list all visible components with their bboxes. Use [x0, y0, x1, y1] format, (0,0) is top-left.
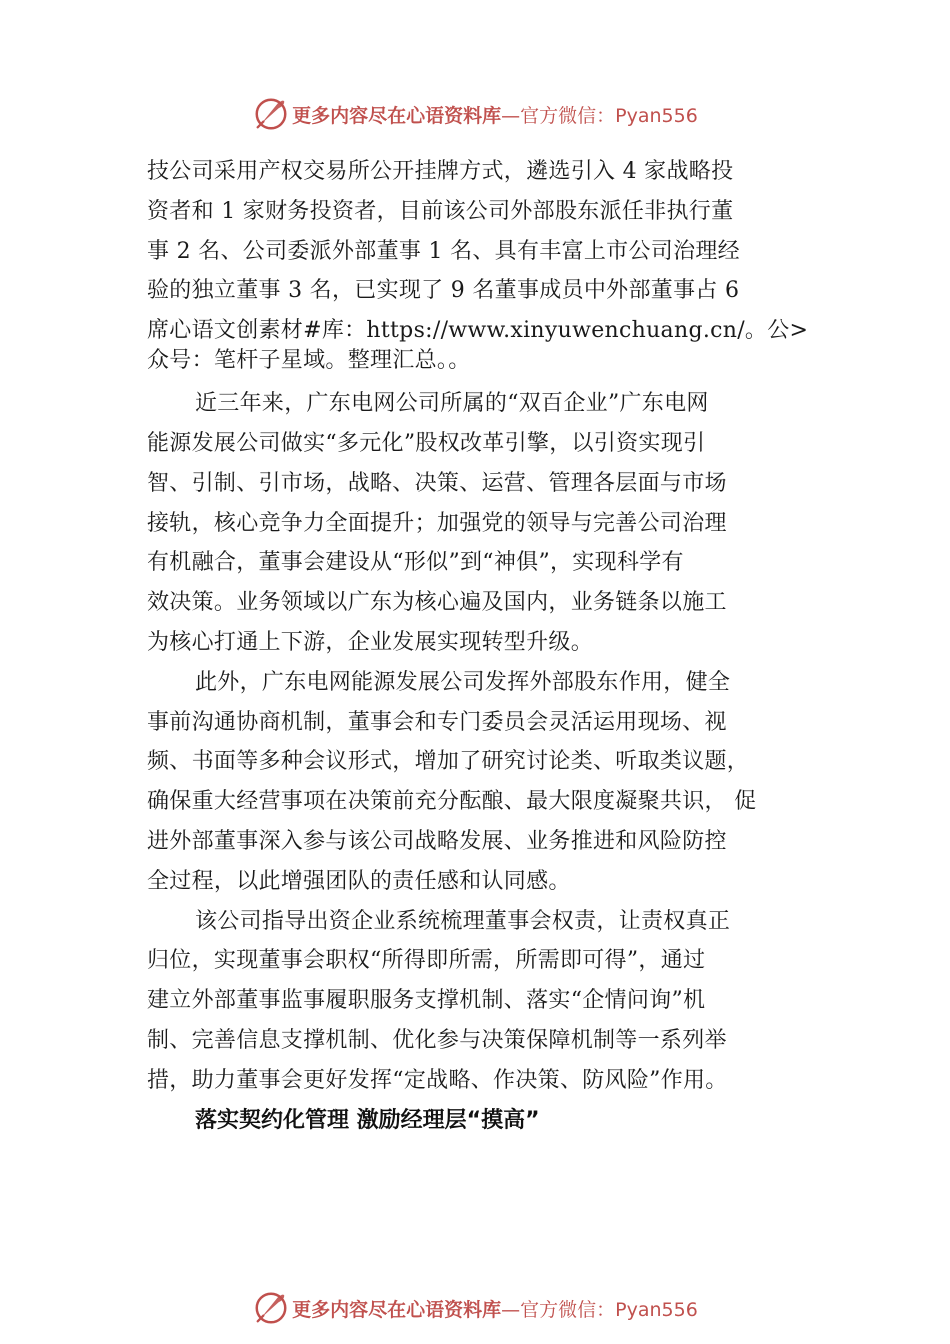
text-line: 进外部董事深入参与该公司战略发展、业务推进和风险防控 [147, 828, 727, 854]
paragraph-first-line: 此外，广东电网能源发展公司发挥外部股东作用，健全 [195, 669, 731, 695]
paragraph-first-line: 该公司指导出资企业系统梳理董事会权责，让责权真正 [195, 908, 731, 934]
text-line: 接轨，核心竞争力全面提升；加强党的领导与完善公司治理 [147, 510, 727, 536]
text-line: 验的独立董事 3 名，已实现了 9 名董事成员中外部董事占 6 [147, 278, 740, 304]
text-line: 措，助力董事会更好发挥“定战略、作决策、防风险”作用。 [147, 1067, 728, 1093]
paragraph-first-line: 近三年来，广东电网公司所属的“双百企业”广东电网 [195, 391, 709, 417]
text-line: 事 2 名、公司委派外部董事 1 名、具有丰富上市公司治理经 [147, 238, 740, 264]
document-body [147, 152, 817, 1141]
banner-title: 更多内容尽在心语资料库 [292, 1298, 502, 1321]
text-line: 资者和 1 家财务投资者，目前该公司外部股东派任非执行董 [147, 198, 734, 224]
quill-pen-logo [252, 1289, 290, 1327]
text-line: 制、完善信息支撑机制、优化参与决策保障机制等一系列举 [147, 1027, 727, 1053]
quill-pen-logo [252, 95, 290, 133]
banner-wechat: —官方微信：Pyan556 [501, 1298, 698, 1321]
text-line: 事前沟通协商机制，董事会和专门委员会灵活运用现场、视 [147, 709, 727, 735]
text-line: 建立外部董事监事履职服务支撑机制、落实“企情问询”机 [147, 988, 706, 1014]
text-line: 归位，实现董事会职权“所得即所需，所需即可得”，通过 [147, 948, 706, 974]
text-line: 全过程，以此增强团队的责任感和认同感。 [147, 868, 571, 894]
text-line: 智、引制、引市场，战略、决策、运营、管理各层面与市场 [147, 470, 727, 496]
text-line: 技公司采用产权交易所公开挂牌方式，遴选引入 4 家战略投 [147, 159, 734, 184]
header-banner [0, 94, 950, 134]
banner-title: 更多内容尽在心语资料库 [292, 104, 502, 127]
text-line: 效决策。业务领域以广东为核心遍及国内，业务链条以施工 [147, 590, 727, 616]
watermark-line: 席心语文创素材#库：https://www.xinyuwenchuang.cn/。公> [147, 318, 809, 344]
footer-banner [0, 1288, 950, 1328]
text-line: 频、书面等多种会议形式，增加了研究讨论类、听取类议题， [147, 749, 750, 775]
section-heading: 落实契约化管理 激励经理层“摸高” [195, 1107, 540, 1133]
watermark-line: 众号：笔杆子星域。整理汇总。。 [147, 348, 471, 374]
text-line: 为核心打通上下游，企业发展实现转型升级。 [147, 629, 594, 655]
text-line: 有机融合，董事会建设从“形似”到“神俱”，实现科学有 [147, 550, 684, 576]
text-line: 确保重大经营事项在决策前充分酝酿、最大限度凝聚共识， 促 [147, 789, 757, 815]
banner-wechat: —官方微信：Pyan556 [501, 104, 698, 127]
text-line: 能源发展公司做实“多元化”股权改革引擎，以引资实现引 [147, 430, 706, 456]
